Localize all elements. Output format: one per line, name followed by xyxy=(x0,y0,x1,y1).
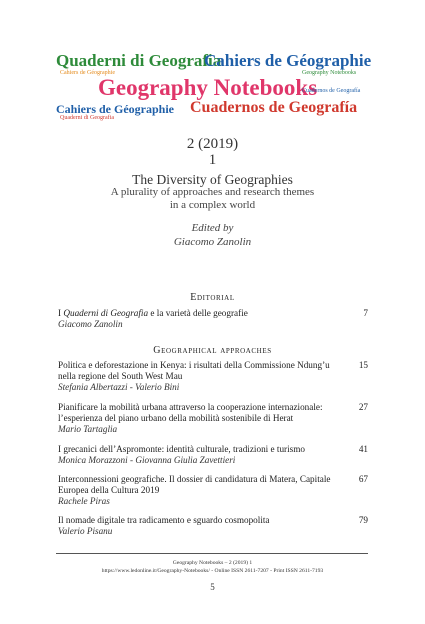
issue-editor: Giacomo Zanolin xyxy=(173,236,252,248)
toc-entry-author: Mario Tartaglia xyxy=(58,424,118,435)
toc-entry-title: Il nomade digitale tra radicamento e sguardo cosmopolita xyxy=(58,515,270,525)
issue-number: 1 xyxy=(208,152,217,168)
section-heading-approaches: Geographical approaches xyxy=(153,345,272,356)
toc-entry[interactable] xyxy=(58,360,368,394)
banner-word-tiny-2: Geography Notebooks xyxy=(302,70,357,76)
toc-entry[interactable] xyxy=(58,444,368,466)
footer-divider xyxy=(56,553,368,554)
toc-entry-title: I grecanici dell’Aspromonte: identità culturale, tradizioni e turismo xyxy=(58,444,305,454)
section-heading-editorial: Editorial xyxy=(190,292,235,303)
toc-title-prefix: I xyxy=(58,308,64,318)
toc-entry[interactable] xyxy=(58,515,368,537)
toc-title-journal-name: Quaderni di Geografia xyxy=(63,308,149,318)
toc-entry[interactable] xyxy=(58,474,368,508)
toc-entry-title: Interconnessioni geografiche. Il dossier di candidatura di Matera, Capitale Europea della Cultura 2019 xyxy=(58,474,331,496)
banner-word-cuadernos: Cuadernos de Geografía xyxy=(190,99,358,116)
toc-entry-page: 79 xyxy=(358,515,368,525)
toc-entry-author: Valerio Pisanu xyxy=(58,526,113,537)
banner-word-tiny-1: Cahiers de Géographie xyxy=(60,70,115,76)
issue-subtitle-line2: in a complex world xyxy=(169,199,256,211)
toc-entry-title: Pianificare la mobilità urbana attraverso la cooperazione internazionale: l’esperienza del piano urbano della mobilità sostenibile di Herat xyxy=(58,402,323,424)
footer-url-issn-line: https://www.ledonline.it/Geography-Notebooks/ - Online ISSN 2611-7207 - Print ISSN 2611-7193 xyxy=(101,568,324,574)
toc-entry-author: Stefania Albertazzi - Valerio Bini xyxy=(58,382,180,393)
toc-entry-page: 15 xyxy=(358,360,368,370)
banner-word-quaderni: Quaderni di Geografia xyxy=(56,51,222,70)
edited-by-label: Edited by xyxy=(191,222,234,234)
banner-word-cahiers-small: Cahiers de Géographie xyxy=(56,102,174,116)
toc-entry[interactable] xyxy=(58,402,368,436)
toc-entry-editorial[interactable] xyxy=(58,308,368,330)
footer-journal-line: Geography Notebooks – 2 (2019) 1 xyxy=(172,560,253,566)
issue-subtitle-line1: A plurality of approaches and research themes xyxy=(110,186,315,198)
toc-entry-page: 7 xyxy=(363,308,368,318)
journal-title-wordcloud xyxy=(52,48,374,122)
toc-title-suffix: e la varietà delle geografie xyxy=(148,308,248,318)
banner-word-tiny-3: Cuadernos de Geografía xyxy=(302,88,361,94)
toc-entry-page: 67 xyxy=(358,474,368,484)
toc-entry-title xyxy=(58,308,368,319)
banner-word-tiny-4: Quaderni di Geografia xyxy=(60,115,114,121)
toc-entry-author: Monica Morazzoni - Giovanna Giulia Zavettieri xyxy=(58,455,236,466)
toc-entry-author: Giacomo Zanolin xyxy=(58,319,123,330)
banner-word-notebooks: Geography Notebooks xyxy=(98,75,318,100)
toc-entry-page: 27 xyxy=(358,402,368,412)
issue-title: The Diversity of Geographies xyxy=(132,172,293,187)
issue-volume: 2 (2019) xyxy=(186,136,239,152)
page-number: 5 xyxy=(210,582,215,592)
toc-entry-title: Politica e deforestazione in Kenya: i risultati della Commissione Ndung’u nella regione del South West Mau xyxy=(58,360,330,382)
banner-word-cahiers: Cahiers de Géographie xyxy=(204,51,372,70)
toc-entry-author: Rachele Piras xyxy=(58,496,110,507)
toc-entry-page: 41 xyxy=(358,444,368,454)
